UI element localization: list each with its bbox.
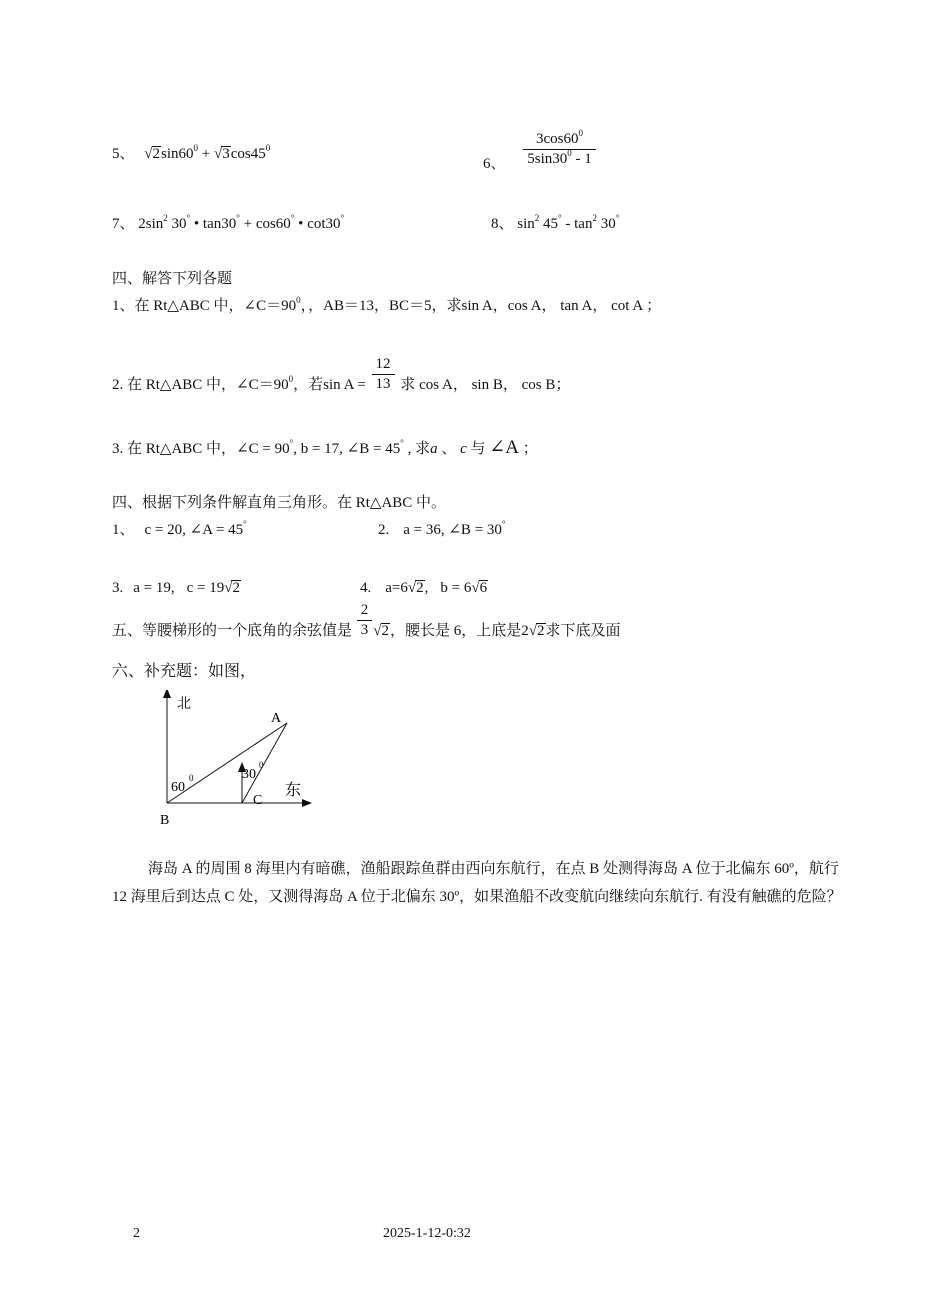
section-4-q2: 2. 在 Rt△ABC 中，$\angle C=90^0$，若sin A = $\frac{12}{13}$ 求 cos A， sin B， cos B； [112,356,571,393]
exercise-7: 7、 $2\sin^2$ 30° • tan30° + cos60° • cot30° [112,213,345,232]
section-4-title: 四、解答下列各题 [112,271,233,287]
label-c: C [253,793,263,808]
section-4-q3: 3. 在 Rt△ABC 中，∠C = 90°, b = 17, ∠B = 45° , 求a 、 c 与 ∠A ； [112,437,538,458]
fraction-12-13: $\frac{12}{13}$ [372,357,395,392]
problem-text: 海岛 A 的周围 8 海里内有暗礁，渔船跟踪鱼群由西向东航行，在点 B 处测得海岛 A 位于北偏东 60º，航行 12 海里后到达点 C 处，又测得海岛 A 位于北偏东 30º，如果渔船不改变航向继续向东航行. 有没有触礁的危险？ [112,861,842,905]
fraction-q6: $\frac{3\cos 60^0}{5\sin 30^0 - 1}$ [523,132,596,167]
navigation-figure [150,690,350,830]
section-4-q1: 1、在 Rt△ABC 中，$\angle C=90^0$，，AB＝13，BC＝5，求sin A，cos A， tan A， cot A ； [112,295,662,314]
section-5: 五、等腰梯形的一个底角的余弦值是 $\frac{2}{3}$ √2，腰长是 6，上底是2√2求下底及面 [112,602,621,639]
section-4b-q2: 2. a = 36, ∠B = 30° [378,519,506,538]
label-angle-c-sup: 0 [259,760,264,770]
label-east: 东 [285,782,302,799]
footer-date: 2025-1-12-0:32 [383,1226,471,1241]
sqrt-3: √3 [213,146,230,162]
line-ca [242,723,287,803]
label-north: 北 [177,697,191,712]
section-6-title: 六、补充题：如图， [112,663,257,680]
label-angle-b: 60 [171,780,185,795]
label-angle-c: 30 [242,767,256,782]
exercise-6: 6、 $\frac{3\cos 60^0}{5\sin 30^0 - 1}$ [483,132,598,167]
section-4b-q1: 1、 c = 20, ∠A = 45° [112,519,247,538]
line-ba [167,723,287,803]
label-a: A [271,711,282,726]
label-b: B [160,813,170,828]
section-4b-title: 四、根据下列条件解直角三角形。在 Rt△ABC 中。 [112,495,447,511]
exercise-5: 5、 $√2\sin 60^0 + √3\cos 45^0$ [112,143,271,162]
label-angle-b-sup: 0 [189,773,194,783]
section-4b-q3: 3. a = 19, c = 19√2 [112,580,240,596]
page-number: 2 [133,1226,140,1241]
exercise-8: 8、 $\sin^2 45^\circ - \tan^2 30^\circ$ [491,213,620,232]
sqrt-2: √2 [144,146,160,162]
section-4b-q4: 4. a=6√2, b = 6√6 [360,580,488,596]
fraction-2-3: $\frac{2}{3}$ [357,603,373,638]
